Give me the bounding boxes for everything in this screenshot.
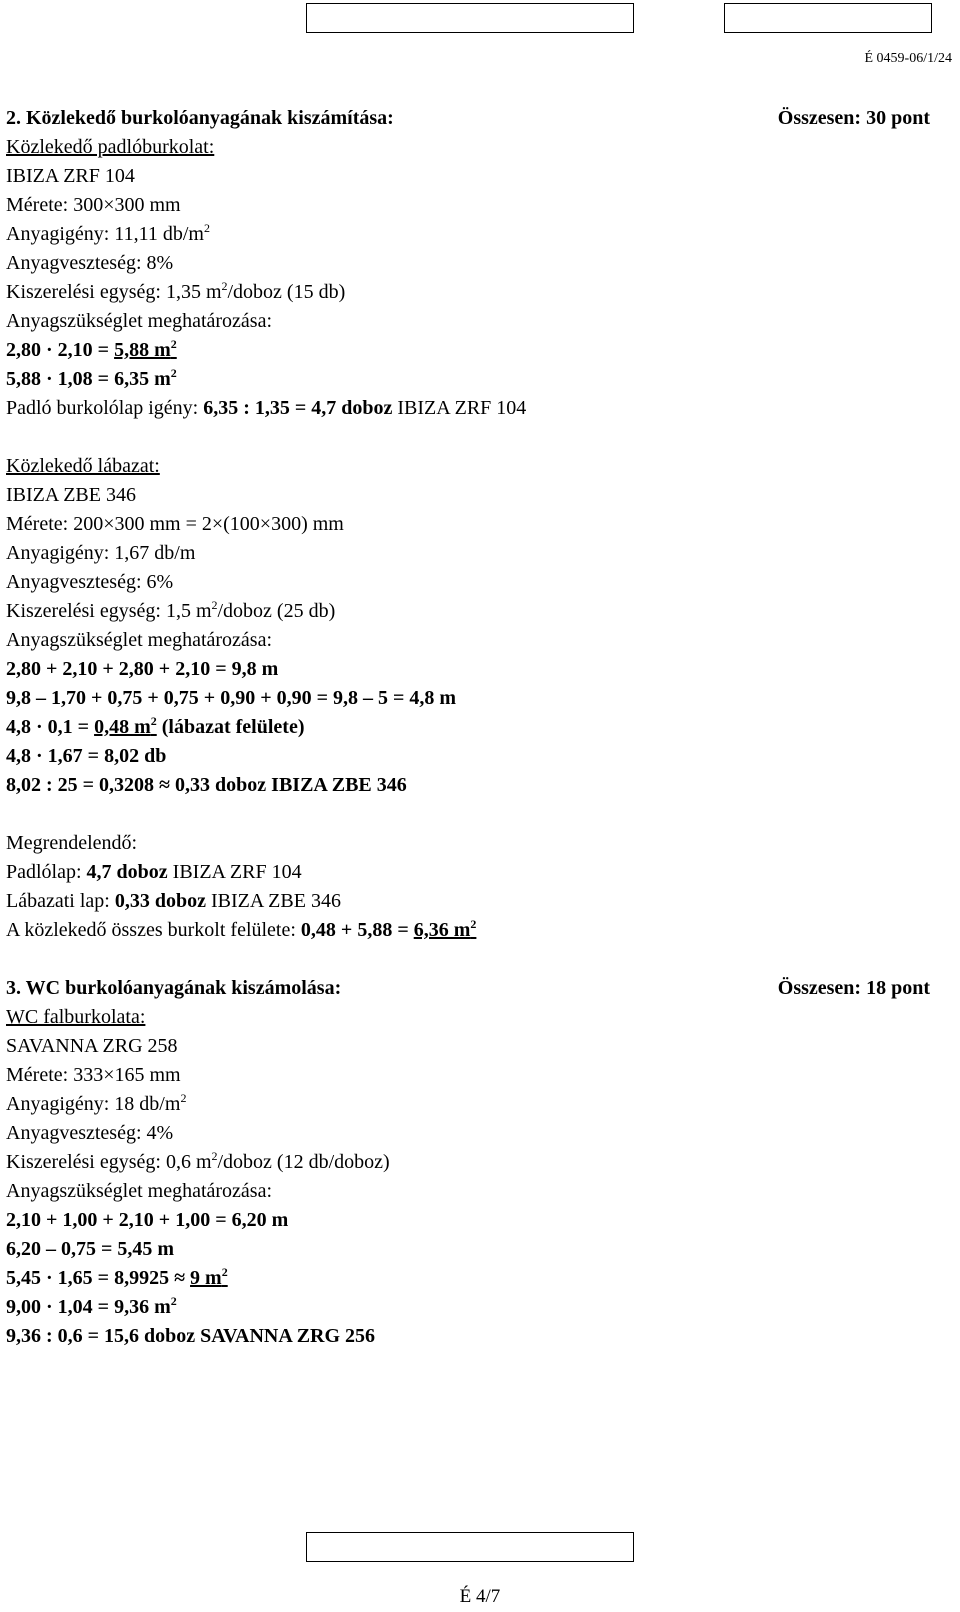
score-box-bottom bbox=[306, 1532, 634, 1562]
wc-heading: WC falburkolata: bbox=[6, 1006, 146, 1028]
section-2-points: Összesen: 30 pont bbox=[777, 107, 930, 129]
skirting-demand: Anyagigény: 1,67 db/m bbox=[6, 542, 196, 564]
floor-result: Padló burkolólap igény: 6,35 : 1,35 = 4,7 doboz IBIZA ZRF 104 bbox=[6, 397, 527, 419]
skirting-calc-4: 4,8 · 1,67 = 8,02 db bbox=[6, 745, 167, 767]
wc-calc-2: 6,20 – 0,75 = 5,45 m bbox=[6, 1238, 175, 1260]
wc-calc-1: 2,10 + 1,00 + 2,10 + 1,00 = 6,20 m bbox=[6, 1209, 289, 1231]
wc-pack: Kiszerelési egység: 0,6 $m^2$/doboz (12 db/doboz) bbox=[6, 1149, 390, 1173]
order-heading: Megrendelendő: bbox=[6, 832, 138, 854]
exam-code: É 0459-06/1/24 bbox=[864, 51, 952, 66]
floor-calc-1: 2,80 · 2,10 = 5,88 $m^2$ bbox=[6, 337, 177, 361]
skirting-calc-1: 2,80 + 2,10 + 2,80 + 2,10 = 9,8 m bbox=[6, 658, 279, 680]
section-2-title: 2. Közlekedő burkolóanyagának kiszámítása: Összesen: 30 pont bbox=[6, 104, 930, 133]
skirting-calc-3: 4,8 · 0,1 = 0,48 $m^2$ (lábazat felülete) bbox=[6, 714, 305, 738]
skirting-calc-5: 8,02 : 25 = 0,3208 ≈ 0,33 doboz IBIZA ZBE 346 bbox=[6, 774, 407, 796]
floor-need: Anyagszükséglet meghatározása: bbox=[6, 310, 273, 332]
floor-product: IBIZA ZRF 104 bbox=[6, 165, 135, 187]
floor-heading: Közlekedő padlóburkolat: bbox=[6, 136, 215, 158]
skirting-need: Anyagszükséglet meghatározása: bbox=[6, 629, 273, 651]
floor-loss: Anyagveszteség: 8% bbox=[6, 252, 174, 274]
wc-demand: Anyagigény: 18 $db/m^2$ bbox=[6, 1091, 187, 1115]
wc-size: Mérete: 333×165 mm bbox=[6, 1064, 181, 1086]
section-3-points: Összesen: 18 pont bbox=[777, 977, 930, 999]
skirting-heading: Közlekedő lábazat: bbox=[6, 455, 160, 477]
skirting-loss: Anyagveszteség: 6% bbox=[6, 571, 174, 593]
wc-calc-3: 5,45 · 1,65 = 8,9925 ≈ 9 $m^2$ bbox=[6, 1265, 228, 1289]
order-line-3: A közlekedő összes burkolt felülete: 0,48 + 5,88 = 6,36 $m^2$ bbox=[6, 917, 477, 941]
floor-size: Mérete: 300×300 mm bbox=[6, 194, 181, 216]
skirting-product: IBIZA ZBE 346 bbox=[6, 484, 136, 506]
wc-product: SAVANNA ZRG 258 bbox=[6, 1035, 178, 1057]
floor-calc-2: 5,88 · 1,08 = 6,35 $m^2$ bbox=[6, 366, 177, 390]
floor-demand: Anyagigény: 11,11 $db/m^2$ bbox=[6, 221, 210, 245]
skirting-calc-2: 9,8 – 1,70 + 0,75 + 0,75 + 0,90 + 0,90 = 9,8 – 5 = 4,8 m bbox=[6, 687, 457, 709]
order-line-1: Padlólap: 4,7 doboz IBIZA ZRF 104 bbox=[6, 861, 302, 883]
wc-loss: Anyagveszteség: 4% bbox=[6, 1122, 174, 1144]
skirting-size: Mérete: 200×300 mm = 2×(100×300) mm bbox=[6, 513, 344, 535]
floor-pack: Kiszerelési egység: 1,35 $m^2$/doboz (15 db) bbox=[6, 279, 346, 303]
wc-calc-5: 9,36 : 0,6 = 15,6 doboz SAVANNA ZRG 256 bbox=[6, 1325, 376, 1347]
wc-need: Anyagszükséglet meghatározása: bbox=[6, 1180, 273, 1202]
page-number: É 4/7 bbox=[459, 1586, 501, 1607]
score-box-top-right bbox=[724, 3, 932, 33]
order-line-2: Lábazati lap: 0,33 doboz IBIZA ZBE 346 bbox=[6, 890, 341, 912]
wc-calc-4: 9,00 · 1,04 = 9,36 $m^2$ bbox=[6, 1294, 177, 1318]
document-body bbox=[6, 104, 930, 1351]
section-3-title: 3. WC burkolóanyagának kiszámolása: Összesen: 18 pont bbox=[6, 974, 930, 1003]
skirting-pack: Kiszerelési egység: 1,5 $m^2$/doboz (25 db) bbox=[6, 598, 336, 622]
score-box-top-left bbox=[306, 3, 634, 33]
